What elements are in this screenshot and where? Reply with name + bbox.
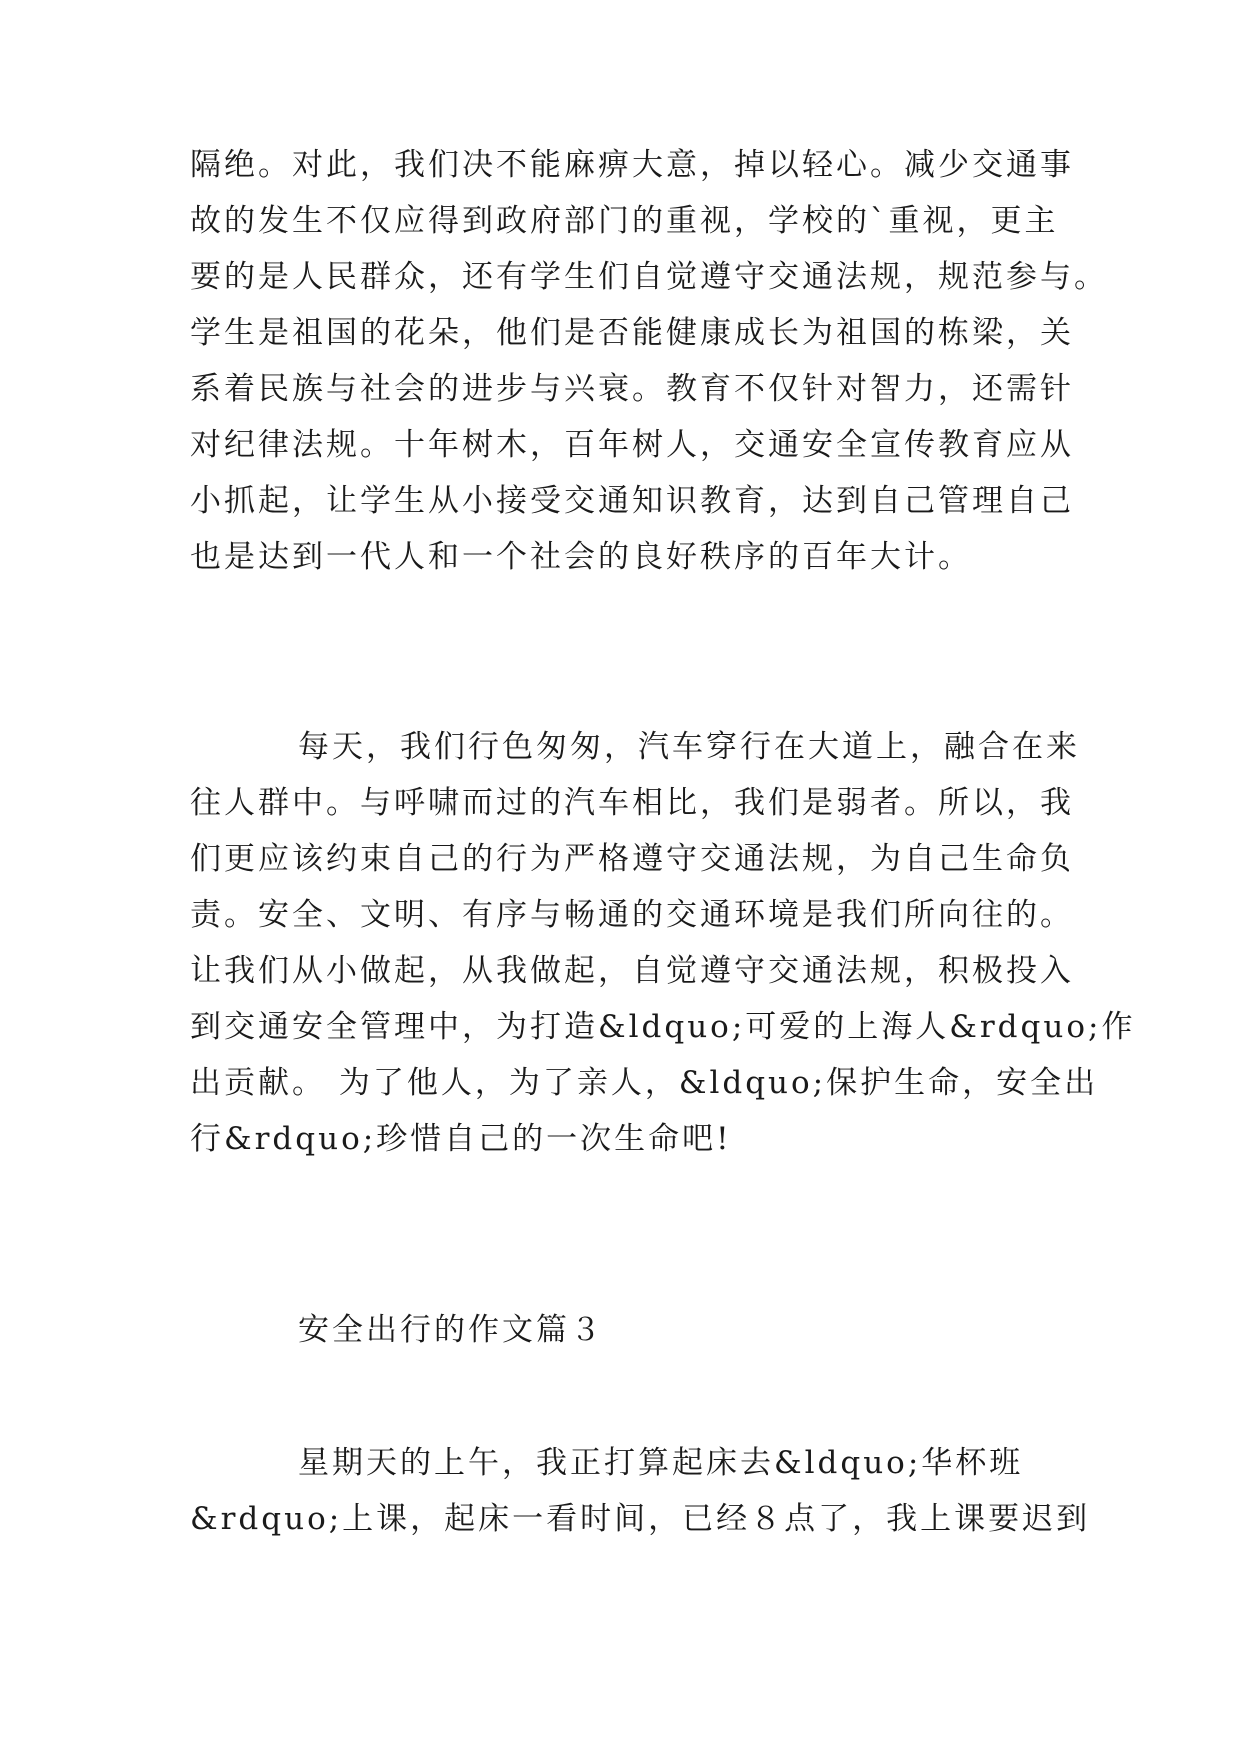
paragraph-line: 让我们从小做起，从我做起，自觉遵守交通法规，积极投入 bbox=[190, 953, 1074, 989]
paragraph-line: 们更应该约束自己的行为严格遵守交通法规，为自己生命负 bbox=[190, 841, 1074, 877]
paragraph-line: 隔绝。对此，我们决不能麻痹大意，掉以轻心。减少交通事 bbox=[190, 147, 1074, 183]
paragraph-line: 故的发生不仅应得到政府部门的重视，学校的`重视，更主 bbox=[190, 203, 1059, 239]
paragraph-line: 到交通安全管理中，为打造&ldquo;可爱的上海人&rdquo;作 bbox=[190, 1009, 1136, 1045]
paragraph-line: 也是达到一代人和一个社会的良好秩序的百年大计。 bbox=[190, 539, 972, 575]
paragraph-line: 对纪律法规。十年树木，百年树人，交通安全宣传教育应从 bbox=[190, 427, 1074, 463]
section-heading: 安全出行的作文篇３ bbox=[298, 1312, 604, 1348]
paragraph-line: 责。安全、文明、有序与畅通的交通环境是我们所向往的。 bbox=[190, 897, 1074, 933]
paragraph-line: 小抓起，让学生从小接受交通知识教育，达到自己管理自己 bbox=[190, 483, 1074, 519]
paragraph-line: 要的是人民群众，还有学生们自觉遵守交通法规，规范参与。 bbox=[190, 259, 1108, 295]
paragraph-line: 学生是祖国的花朵，他们是否能健康成长为祖国的栋梁，关 bbox=[190, 315, 1074, 351]
paragraph-line: &rdquo;上课，起床一看时间，已经８点了，我上课要迟到 bbox=[190, 1501, 1091, 1537]
paragraph-line: 行&rdquo;珍惜自己的一次生命吧! bbox=[190, 1121, 732, 1157]
paragraph-line: 出贡献。 为了他人，为了亲人，&ldquo;保护生命，安全出 bbox=[190, 1065, 1099, 1101]
paragraph-line: 星期天的上午，我正打算起床去&ldquo;华杯班 bbox=[298, 1445, 1024, 1481]
paragraph-line: 每天，我们行色匆匆，汽车穿行在大道上，融合在来 bbox=[298, 729, 1080, 765]
paragraph-line: 往人群中。与呼啸而过的汽车相比，我们是弱者。所以，我 bbox=[190, 785, 1074, 821]
paragraph-line: 系着民族与社会的进步与兴衰。教育不仅针对智力，还需针 bbox=[190, 371, 1074, 407]
